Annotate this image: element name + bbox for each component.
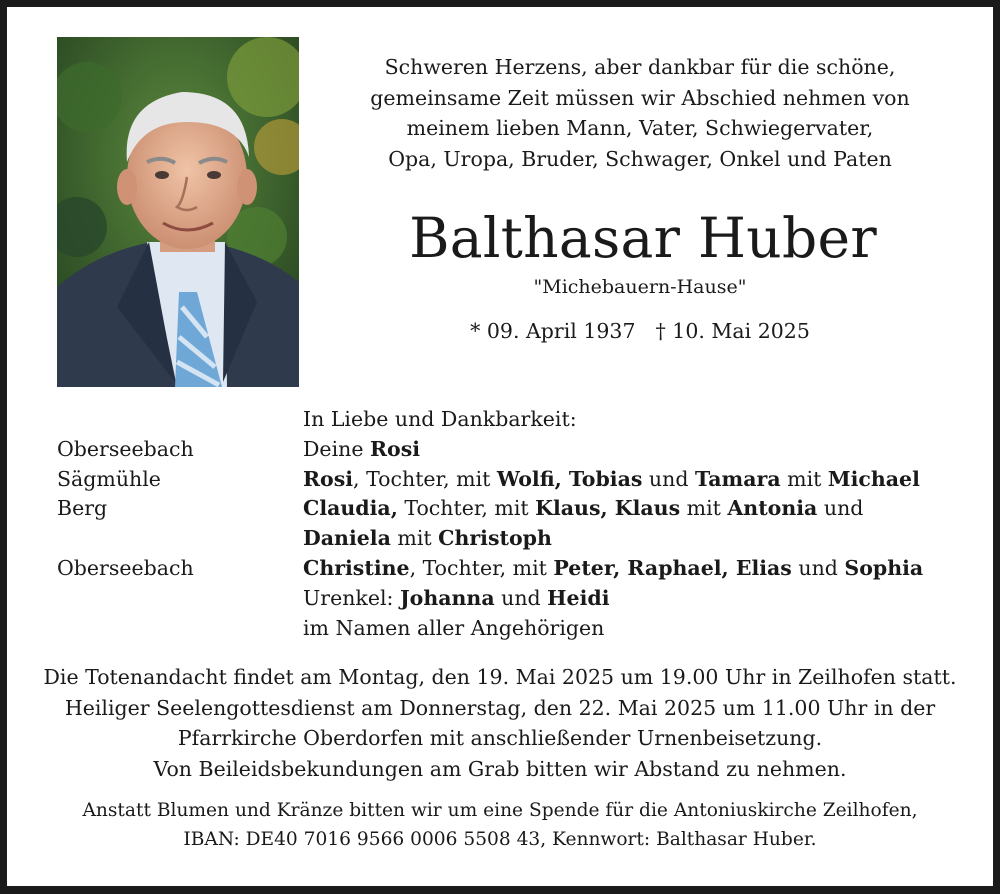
mourner-row (57, 524, 957, 554)
mourner-name: Heidi (547, 585, 610, 610)
mourner-names (303, 465, 920, 495)
service-line: Heiliger Seelengottesdienst am Donnerstag, den 22. Mai 2025 um 11.00 Uhr in der (64, 695, 936, 720)
place-name: Oberseebach (57, 555, 194, 580)
mourner-name: Claudia, (303, 496, 398, 521)
place-name: Oberseebach (57, 436, 194, 461)
deceased-name: Balthasar Huber (409, 206, 877, 270)
mourner-text: und (642, 466, 695, 491)
mourner-text: und (791, 555, 845, 580)
mourner-names (303, 494, 863, 524)
service-info (30, 662, 970, 784)
mourner-text: mit (780, 466, 828, 491)
service-line: Pfarrkirche Oberdorfen mit anschließender Urnenbeisetzung. (177, 726, 823, 750)
mourner-row (57, 465, 957, 495)
mourners-heading: In Liebe und Dankbarkeit: (303, 407, 577, 431)
mourner-text: und (817, 496, 864, 521)
donation-line: IBAN: DE40 7016 9566 0006 5508 43, Kennwort: Balthasar Huber. (183, 829, 817, 850)
mourner-row (57, 554, 957, 584)
intro-line: Schweren Herzens, aber dankbar für die schöne, (384, 55, 896, 79)
mourner-names (303, 614, 604, 644)
mourner-name: Rosi (303, 466, 354, 491)
mourner-text: und (494, 585, 548, 610)
mourner-row (57, 614, 957, 644)
mourner-names (303, 584, 610, 614)
mourner-name: Sophia (844, 555, 924, 580)
mourner-text: mit (680, 496, 728, 521)
service-line: Von Beileidsbekundungen am Grab bitten wir Abstand zu nehmen. (153, 756, 847, 781)
place-name: Berg (57, 496, 108, 521)
mourner-name: Rosi (369, 436, 421, 461)
mourner-row (57, 435, 957, 465)
mourner-row (57, 494, 957, 524)
birth-date: * 09. April 1937 (470, 319, 636, 343)
donation-info (30, 796, 970, 854)
mourner-names (303, 524, 552, 554)
mourner-name: Christine (303, 555, 410, 580)
intro-line: gemeinsame Zeit müssen wir Abschied nehmen von (370, 85, 910, 110)
mourner-name: Tamara (694, 466, 781, 491)
intro-text (330, 52, 950, 175)
death-date: † 10. Mai 2025 (655, 319, 810, 343)
portrait-illustration (57, 37, 299, 387)
mourners-heading-row (57, 405, 957, 435)
place-name (57, 614, 303, 644)
mourner-names (303, 554, 923, 584)
mourner-name: Wolfi, Tobias (496, 466, 643, 491)
service-line: Die Totenandacht findet am Montag, den 19. Mai 2025 um 19.00 Uhr in Zeilhofen statt. (43, 665, 957, 689)
mourner-name: Klaus, Klaus (535, 496, 681, 521)
life-dates (330, 317, 950, 345)
place-name: Sägmühle (57, 466, 161, 491)
place-name (57, 584, 303, 614)
mourner-row (57, 584, 957, 614)
mourner-name: Daniela (303, 526, 391, 551)
mourner-text: mit (390, 526, 439, 551)
intro-line: meinem lieben Mann, Vater, Schwiegervater, (406, 116, 874, 141)
mourner-text: , Tochter, mit (409, 555, 554, 580)
mourner-name: Peter, Raphael, Elias (553, 555, 792, 580)
intro-line: Opa, Uropa, Bruder, Schwager, Onkel und Paten (388, 147, 892, 172)
mourner-text: Urenkel: (303, 585, 400, 610)
mourner-name: Michael (827, 466, 920, 491)
mourners-list (57, 405, 957, 643)
mourner-text: im Namen aller Angehörigen (303, 615, 605, 640)
mourner-name: Christoph (438, 526, 552, 551)
portrait-photo (57, 37, 299, 387)
mourner-text: Tochter, mit (397, 496, 536, 521)
place-name (57, 524, 303, 554)
mourner-names (303, 435, 420, 465)
place-name (57, 405, 303, 435)
mourner-name: Johanna (399, 585, 495, 610)
mourner-text: Deine (303, 436, 370, 461)
house-name: "Michebauern-Hause" (533, 276, 747, 298)
mourner-name: Antonia (727, 496, 818, 521)
mourner-text: , Tochter, mit (353, 466, 497, 491)
donation-line: Anstatt Blumen und Kränze bitten wir um eine Spende für die Antoniuskirche Zeilhofen, (82, 800, 918, 821)
